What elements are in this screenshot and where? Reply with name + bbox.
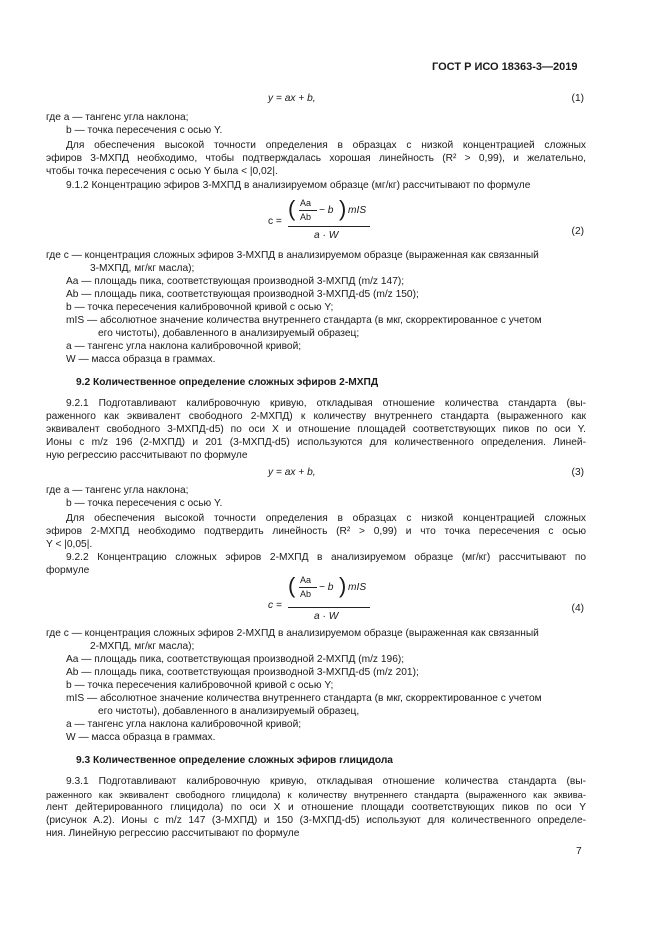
legend-line: mIS — абсолютное значение количества внутреннего стандарта (в мкг, скорректированное с учетом <box>66 693 542 704</box>
legend-line: где c — концентрация сложных эфиров 2-МХПД в анализируемом образце (выраженная как связанный <box>46 628 539 639</box>
close-paren: ) <box>339 196 347 221</box>
legend-line: b — точка пересечения калибровочной кривой с осью Y; <box>66 680 334 691</box>
legend-line: где a — тангенс угла наклона; <box>46 485 189 496</box>
section-9-2-heading: 9.2 Количественное определение сложных эфиров 2-МХПД <box>76 377 379 388</box>
equation-lhs: c = <box>268 600 282 611</box>
equation-2 <box>268 196 368 246</box>
legend-line: mIS — абсолютное значение количества внутреннего стандарта (в мкг, скорректированное с учетом <box>66 315 542 326</box>
legend-line: 3-МХПД, мг/кг масла); <box>90 263 195 274</box>
section-9-3-heading: 9.3 Количественное определение сложных эфиров глицидола <box>76 755 393 766</box>
equation-4 <box>268 573 368 623</box>
paragraph-line: (рисунок А.2). Ионы с m/z 147 (3-МХПД) и 150 (3-МХПД-d5) используют для количественного определе- <box>46 815 586 826</box>
legend-line: Aa — площадь пика, соответствующая производной 2-МХПД (m/z 196); <box>66 654 405 665</box>
legend-line: Aa — площадь пика, соответствующая производной 3-МХПД (m/z 147); <box>66 276 405 287</box>
paragraph-line: эквивалент свободного 3-МХПД-d5) по оси X и отношение площадей соответствующих пиков по оси Y. <box>46 424 586 435</box>
paragraph-line: 9.3.1 Подготавливают калибровочную кривую, откладывая отношение количества стандарта (вы- <box>66 776 586 787</box>
equation-1-number: (1) <box>571 93 584 104</box>
numerator-Aa: Aa <box>300 198 312 208</box>
paragraph-line: лент дейтерированного глицидола) по оси X и отношение площади соответствующих пиков по оси Y <box>46 802 586 813</box>
inner-fraction-bar <box>299 587 317 588</box>
open-paren: ( <box>288 196 296 221</box>
legend-line: b — точка пересечения с осью Y. <box>66 498 223 509</box>
legend-line: a — тангенс угла наклона калибровочной кривой; <box>66 719 302 730</box>
denominator-Ab: Ab <box>300 589 312 599</box>
legend-line: его чистоты), добавленного в анализируемый образец; <box>98 328 360 339</box>
legend-line: Ab — площадь пика, соответствующая производной 3-МХПД-d5 (m/z 201); <box>66 667 419 678</box>
minus-b: − b <box>319 205 334 216</box>
equation-2-number: (2) <box>571 226 584 237</box>
legend-line: W — масса образца в граммах. <box>66 732 216 743</box>
paragraph-line: ную регрессию рассчитывают по формуле <box>46 450 248 461</box>
equation-3-number: (3) <box>571 467 584 478</box>
legend-line: W — масса образца в граммах. <box>66 354 216 365</box>
legend-line: Ab — площадь пика, соответствующая производной 3-МХПД-d5 (m/z 150); <box>66 289 419 300</box>
legend-line: b — точка пересечения с осью Y. <box>66 125 223 136</box>
legend-line: где c — концентрация сложных эфиров 3-МХПД в анализируемом образце (выраженная как связанный <box>46 250 539 261</box>
paragraph-line: формуле <box>46 565 90 576</box>
fraction-bar <box>288 607 370 608</box>
paragraph-line: Ионы с m/z 196 (2-МХПД) и 201 (3-МХПД-d5) используются для количественного определения. Линей- <box>46 437 586 448</box>
m-is: mIS <box>348 582 367 593</box>
paragraph-line: Для обеспечения высокой точности определения в образцах с низкой концентрацией сложных <box>66 140 586 151</box>
denominator-Ab: Ab <box>300 212 312 222</box>
equation-3: y = ax + b, <box>268 467 316 478</box>
paragraph-line: чтобы точка пересечения с осью Y была < |0,02|. <box>46 166 278 177</box>
paragraph-line: ния. Линейную регрессию рассчитывают по формуле <box>46 828 300 839</box>
legend-line: b — точка пересечения калибровочной кривой с осью Y; <box>66 302 334 313</box>
m-is: mIS <box>348 205 367 216</box>
page-number: 7 <box>576 846 582 857</box>
numerator-Aa: Aa <box>300 575 312 585</box>
denominator: a · W <box>314 611 339 622</box>
close-paren: ) <box>339 573 347 598</box>
equation-lhs: c = <box>268 216 282 227</box>
legend-line: его чистоты), добавленного в анализируемый образец, <box>98 706 360 717</box>
fraction-bar <box>288 226 370 227</box>
legend-line: 2-МХПД, мг/кг масла); <box>90 641 195 652</box>
open-paren: ( <box>288 573 296 598</box>
paragraph-line: эфиров 3-МХПД необходимо, чтобы подтверждалась хорошая линейность (R² > 0,99), и желательно, <box>46 153 586 164</box>
paragraph-line: 9.2.2 Концентрацию сложных эфиров 2-МХПД в анализируемом образце (мг/кг) рассчитывают по <box>66 552 586 563</box>
paragraph-line: Y < |0,05|. <box>46 539 93 550</box>
paragraph-line: раженного как эквивалент свободного глицидола) к количеству внутреннего стандарта (выраженного как эквива- <box>46 789 586 800</box>
paragraph-line: эфиров 2-МХПД необходимо подтвердить линейность (R² > 0,99) и что точка пересечения с осью <box>46 526 586 537</box>
equation-1: y = ax + b, <box>268 93 316 104</box>
denominator: a · W <box>314 230 339 241</box>
inner-fraction-bar <box>299 210 317 211</box>
document-header: ГОСТ Р ИСО 18363-3—2019 <box>432 61 578 73</box>
paragraph-line: раженного как эквивалент свободного 2-МХПД) к количеству внутреннего стандарта (выраженного как <box>46 411 586 422</box>
paragraph-line: 9.2.1 Подготавливают калибровочную кривую, откладывая отношение количества стандарта (вы- <box>66 398 586 409</box>
paragraph-line: Для обеспечения высокой точности определения в образцах с низкой концентрацией сложных <box>66 513 586 524</box>
paragraph-line: 9.1.2 Концентрацию эфиров 3-МХПД в анализируемом образце (мг/кг) рассчитывают по формуле <box>66 180 531 191</box>
minus-b: − b <box>319 582 334 593</box>
legend-line: a — тангенс угла наклона калибровочной кривой; <box>66 341 302 352</box>
equation-4-number: (4) <box>571 603 584 614</box>
legend-line: где a — тангенс угла наклона; <box>46 112 189 123</box>
